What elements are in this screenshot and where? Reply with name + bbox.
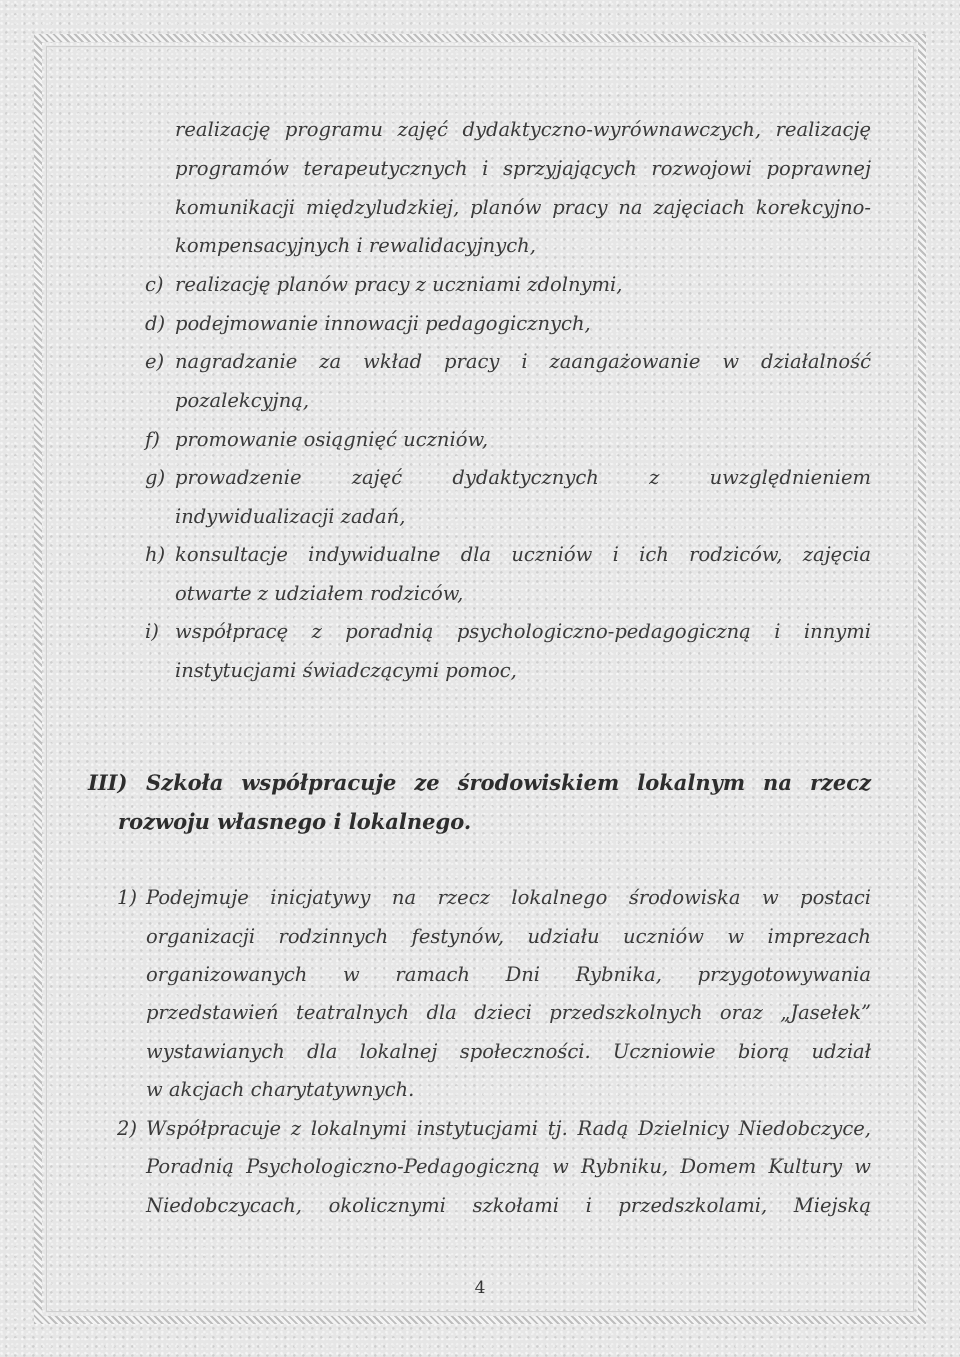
list-item-text: pozalekcyjną, [175,389,310,412]
list-item-text: nagradzanie za wkład pracy i zaangażowanie w działalność [175,350,871,373]
list-item-text: Niedobczycach, okolicznymi szkołami i przedszkolami, Miejską [146,1194,871,1217]
list-marker: c) [145,273,164,296]
text-line: kompensacyjnych i rewalidacyjnych, [175,234,536,257]
list-marker: i) [145,620,159,643]
list-marker: h) [145,543,166,566]
text-line: programów terapeutycznych i sprzyjających rozwojowi poprawnej [175,157,871,180]
list-item-text: przedstawień teatralnych dla dzieci przedszkolnych oraz „Jasełek” [146,1001,871,1024]
list-marker: g) [145,466,166,489]
list-marker: d) [145,312,166,335]
list-marker: 2) [117,1117,138,1140]
list-item-text: instytucjami świadczącymi pomoc, [175,659,517,682]
section-heading: rozwoju własnego i lokalnego. [118,809,472,834]
list-item-text: Podejmuje inicjatywy na rzecz lokalnego środowiska w postaci [146,886,871,909]
list-item-text: indywidualizacji zadań, [175,505,406,528]
text-line: realizację programu zajęć dydaktyczno-wyrównawczych, realizację [175,118,871,141]
list-item-text: prowadzenie zajęć dydaktycznych z uwzględnieniem [175,466,871,489]
list-item-text: współpracę z poradnią psychologiczno-pedagogiczną i innymi [175,620,871,643]
list-item-text: organizowanych w ramach Dni Rybnika, przygotowywania [146,963,871,986]
list-item-text: realizację planów pracy z uczniami zdolnymi, [175,273,623,296]
page-number: 4 [474,1278,486,1298]
list-marker: e) [145,350,165,373]
list-item-text: promowanie osiągnięć uczniów, [175,428,489,451]
list-item-text: wystawianych dla lokalnej społeczności. Uczniowie biorą udział [146,1040,871,1063]
list-item-text: Współpracuje z lokalnymi instytucjami tj. Radą Dzielnicy Niedobczyce, [146,1117,871,1140]
list-marker: 1) [117,886,138,909]
section-heading: Szkoła współpracuje ze środowiskiem lokalnym na rzecz [146,770,871,795]
list-item-text: w akcjach charytatywnych. [146,1078,415,1101]
list-item-text: podejmowanie innowacji pedagogicznych, [175,312,591,335]
section-marker: III) [88,770,128,795]
list-item-text: otwarte z udziałem rodziców, [175,582,464,605]
list-item-text: Poradnią Psychologiczno-Pedagogiczną w Rybniku, Domem Kultury w [146,1155,871,1178]
list-item-text: organizacji rodzinnych festynów, udziału uczniów w imprezach [146,925,871,948]
list-marker: f) [145,428,160,451]
text-line: komunikacji międzyludzkiej, planów pracy na zajęciach korekcyjno- [175,196,871,219]
list-item-text: konsultacje indywidualne dla uczniów i ich rodziców, zajęcia [175,543,871,566]
